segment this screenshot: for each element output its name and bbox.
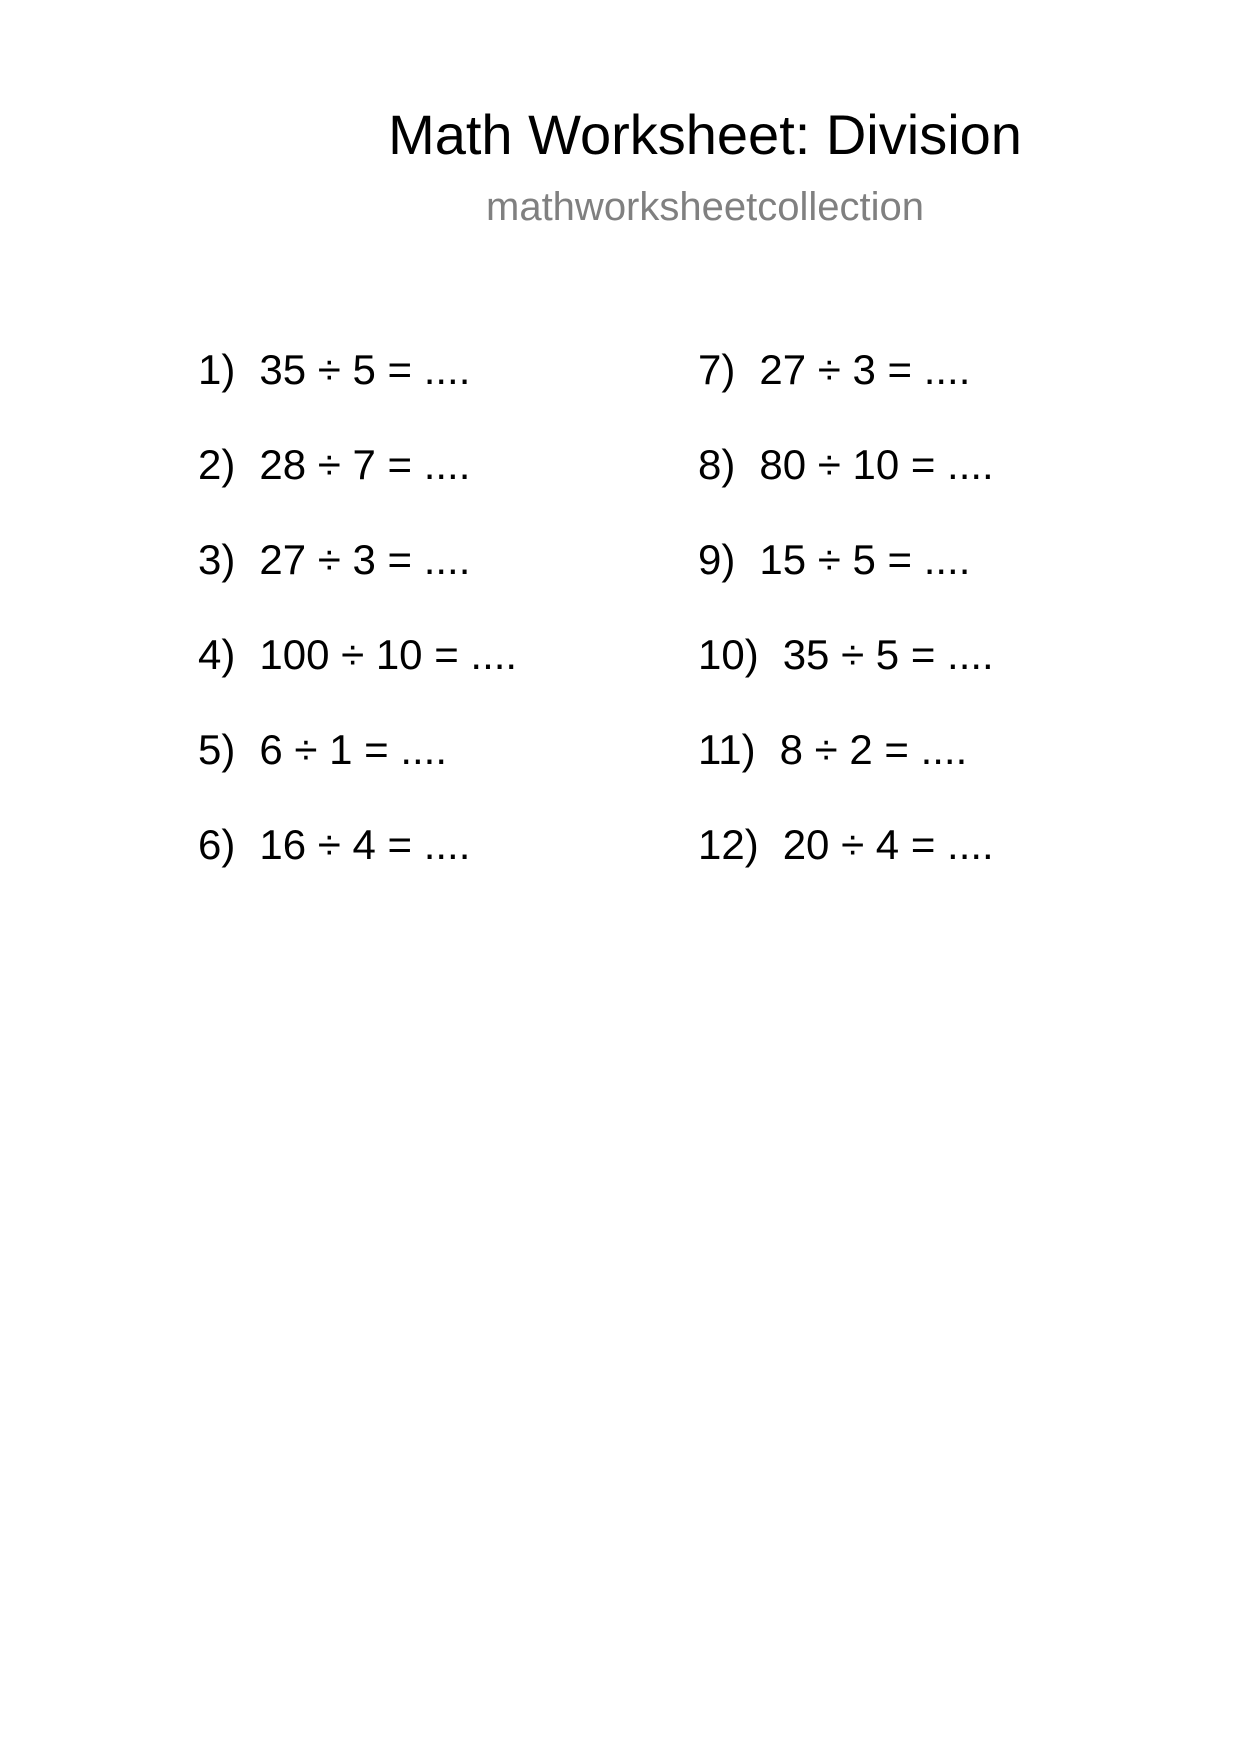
problem-expression: 15 ÷ 5 = .... [759, 536, 971, 583]
problem-number: 8) [698, 441, 736, 488]
problem-number: 1) [198, 346, 236, 393]
problem-item [698, 440, 994, 490]
problem-expression: 28 ÷ 7 = .... [259, 441, 471, 488]
problem-expression: 6 ÷ 1 = .... [259, 726, 448, 773]
problem-number: 3) [198, 536, 236, 583]
problem-expression: 35 ÷ 5 = .... [782, 631, 994, 678]
problem-item [698, 630, 994, 680]
problem-number: 5) [198, 726, 236, 773]
problem-item [198, 535, 470, 585]
problem-number: 7) [698, 346, 736, 393]
problem-number: 12) [698, 821, 759, 868]
problem-item [198, 630, 517, 680]
problem-expression: 80 ÷ 10 = .... [759, 441, 994, 488]
problem-number: 10) [698, 631, 759, 678]
problem-number: 2) [198, 441, 236, 488]
worksheet-subtitle: mathworksheetcollection [486, 185, 924, 229]
problem-expression: 8 ÷ 2 = .... [779, 726, 968, 773]
problem-item [198, 820, 470, 870]
problem-expression: 27 ÷ 3 = .... [259, 536, 471, 583]
problem-expression: 100 ÷ 10 = .... [259, 631, 518, 678]
problem-list [0, 345, 1240, 885]
problem-expression: 20 ÷ 4 = .... [782, 821, 994, 868]
problem-item [198, 345, 470, 395]
problem-number: 4) [198, 631, 236, 678]
problem-number: 6) [198, 821, 236, 868]
problem-item [698, 345, 970, 395]
problem-expression: 35 ÷ 5 = .... [259, 346, 471, 393]
problem-item [698, 535, 970, 585]
problem-item [698, 725, 967, 775]
problem-item [698, 820, 994, 870]
worksheet-title: Math Worksheet: Division [388, 103, 1022, 166]
problem-item [198, 440, 470, 490]
problem-expression: 16 ÷ 4 = .... [259, 821, 471, 868]
problem-number: 11) [698, 726, 756, 773]
problem-expression: 27 ÷ 3 = .... [759, 346, 971, 393]
problem-item [198, 725, 447, 775]
problem-number: 9) [698, 536, 736, 583]
